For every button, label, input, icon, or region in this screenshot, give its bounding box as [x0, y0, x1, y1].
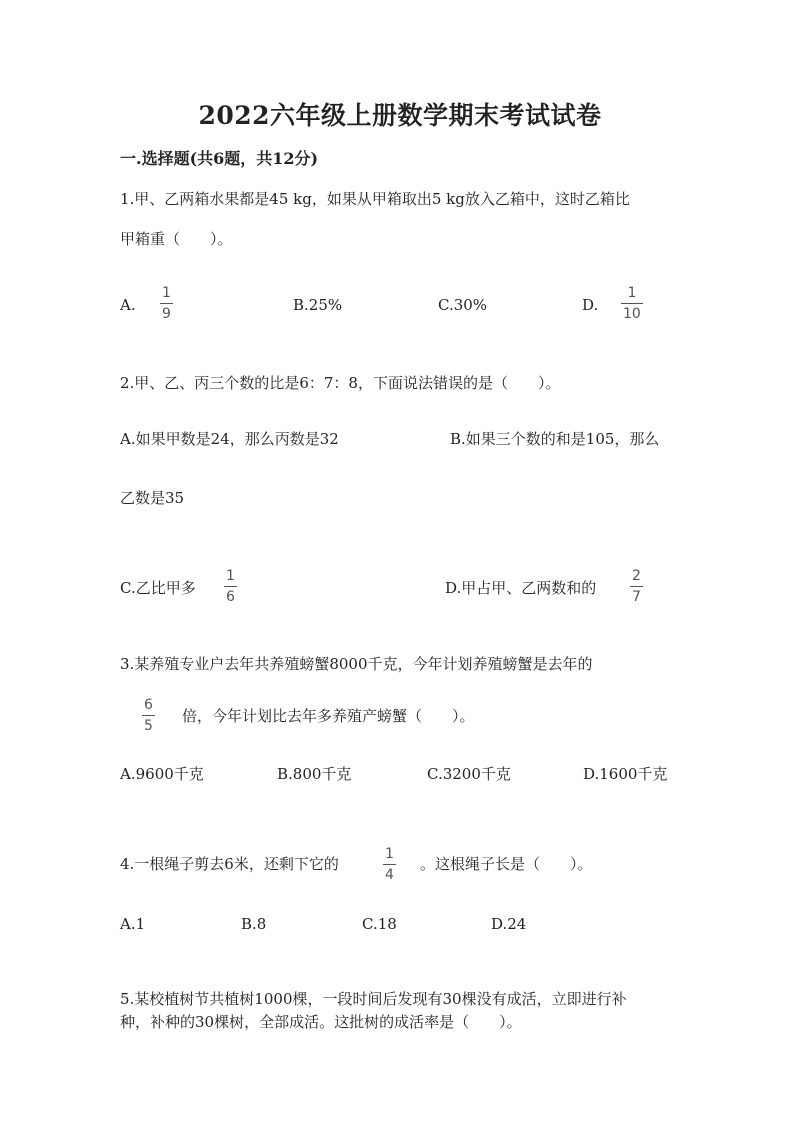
q3-option-a[interactable]: A.9600千克: [120, 765, 204, 783]
question-4-line-1-pre: 4.一根绳子剪去6米，还剩下它的: [120, 855, 339, 873]
fraction-denominator: 9: [162, 306, 171, 322]
q2-option-d-label[interactable]: D.甲占甲、乙两数和的: [445, 579, 597, 597]
q4-option-d[interactable]: D.24: [491, 915, 527, 933]
question-5-line-2: 种，补种的30棵树，全部成活。这批树的成活率是（ ）。: [120, 1013, 522, 1031]
q3-option-d[interactable]: D.1600千克: [583, 765, 668, 783]
q2-option-a[interactable]: A.如果甲数是24，那么丙数是32: [120, 430, 339, 448]
fraction-bar: [630, 586, 643, 587]
question-1-line-2: 甲箱重（ ）。: [120, 230, 233, 248]
q3-option-c[interactable]: C.3200千克: [427, 765, 511, 783]
fraction-bar: [383, 864, 396, 865]
q1-option-a-fraction: [160, 285, 173, 322]
fraction-denominator: 7: [632, 589, 641, 605]
q3-fraction: [142, 697, 155, 734]
q3-option-b[interactable]: B.800千克: [277, 765, 352, 783]
q4-option-a[interactable]: A.1: [120, 915, 146, 933]
q2-option-c-label[interactable]: C.乙比甲多: [120, 579, 196, 597]
question-3-line-1: 3.某养殖专业户去年共养殖螃蟹8000千克，今年计划养殖螃蟹是去年的: [120, 655, 593, 673]
q1-option-d-fraction: [621, 285, 643, 322]
fraction-bar: [142, 715, 155, 716]
q1-option-d-label[interactable]: D.: [582, 296, 599, 314]
fraction-bar: [224, 586, 237, 587]
fraction-denominator: 10: [623, 306, 641, 322]
q2-option-b-line-2[interactable]: 乙数是35: [120, 489, 185, 507]
q4-option-b[interactable]: B.8: [241, 915, 267, 933]
fraction-numerator: 1: [385, 846, 394, 862]
q4-fraction: [383, 846, 396, 883]
fraction-numerator: 1: [162, 285, 171, 301]
page-title: 2022六年级上册数学期末考试试卷: [198, 101, 602, 130]
q2-option-c-fraction: [224, 568, 237, 605]
fraction-bar: [160, 303, 173, 304]
fraction-bar: [621, 303, 643, 304]
question-1-line-1: 1.甲、乙两箱水果都是45 kg，如果从甲箱取出5 kg放入乙箱中，这时乙箱比: [120, 190, 630, 208]
fraction-denominator: 5: [144, 718, 153, 734]
q4-option-c[interactable]: C.18: [362, 915, 397, 933]
section-heading: 一.选择题(共6题，共12分): [120, 149, 319, 168]
fraction-numerator: 6: [144, 697, 153, 713]
fraction-numerator: 1: [226, 568, 235, 584]
fraction-denominator: 6: [226, 589, 235, 605]
q1-option-c[interactable]: C.30%: [438, 296, 488, 314]
question-3-line-2: 倍，今年计划比去年多养殖产螃蟹（ ）。: [182, 707, 475, 725]
question-2-line-1: 2.甲、乙、丙三个数的比是6：7：8，下面说法错误的是（ ）。: [120, 374, 561, 392]
q2-option-d-fraction: [630, 568, 643, 605]
q1-option-b[interactable]: B.25%: [293, 296, 343, 314]
fraction-denominator: 4: [385, 867, 394, 883]
q2-option-b-line-1[interactable]: B.如果三个数的和是105，那么: [450, 430, 660, 448]
q1-option-a-label[interactable]: A.: [120, 296, 136, 314]
fraction-numerator: 1: [627, 285, 637, 301]
question-4-line-1-post: 。这根绳子长是（ ）。: [420, 855, 593, 873]
fraction-numerator: 2: [632, 568, 641, 584]
question-5-line-1: 5.某校植树节共植树1000棵，一段时间后发现有30棵没有成活，立即进行补: [120, 990, 627, 1008]
